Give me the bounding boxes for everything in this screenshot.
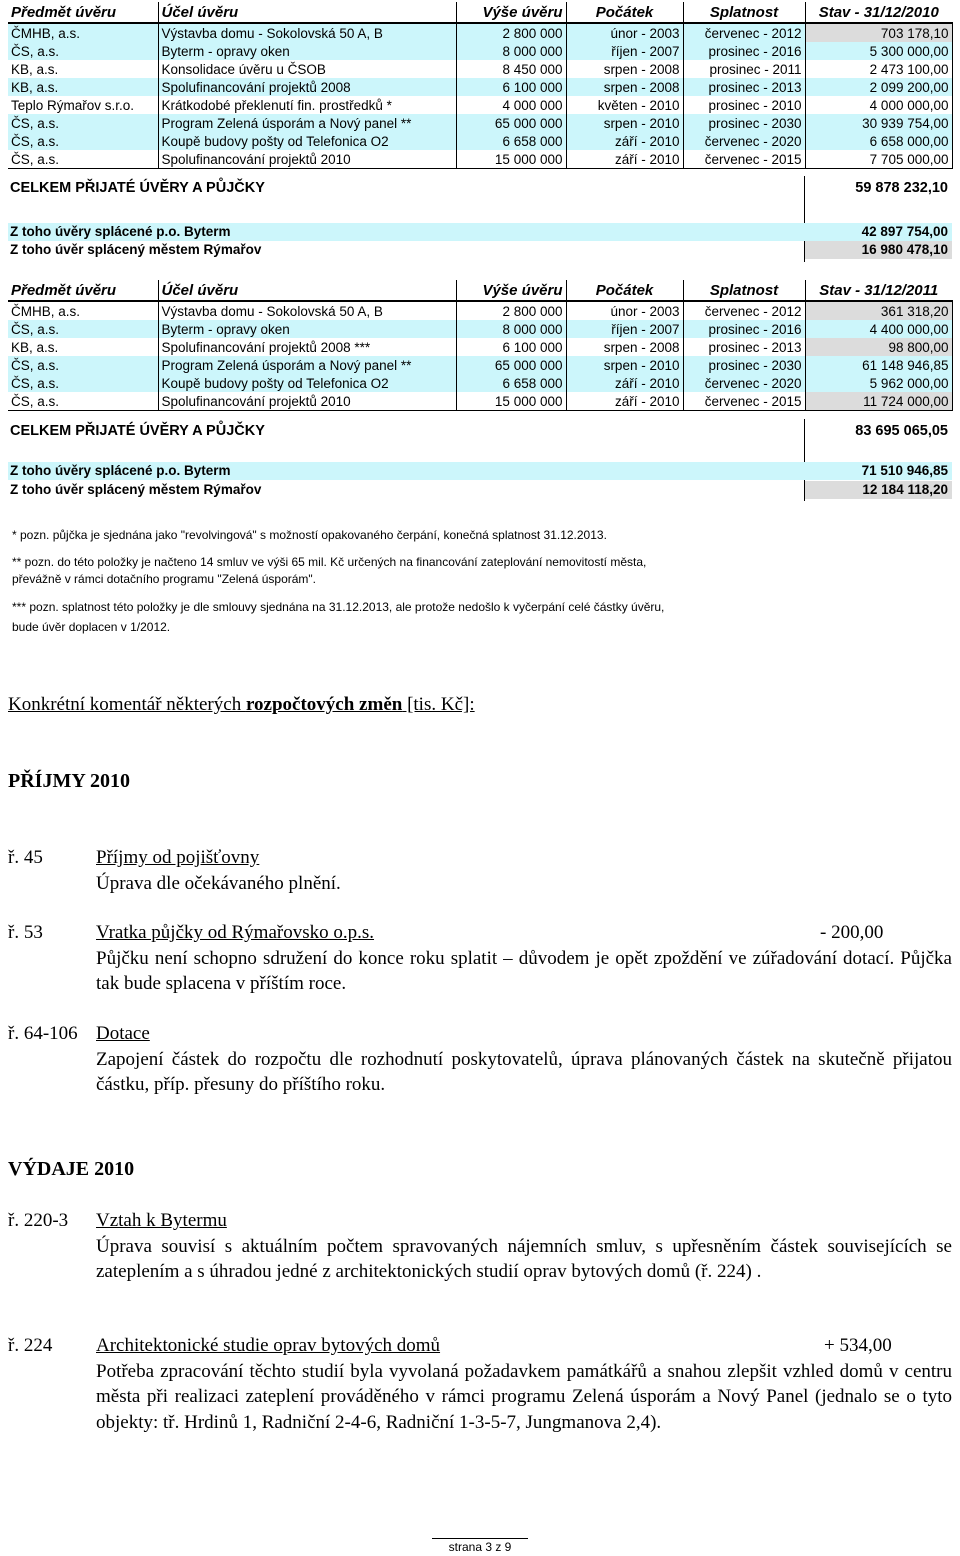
header-vyse: Výše úvěru [456,280,566,301]
cell-splatnost: prosinec - 2016 [683,320,805,338]
cell-pocatek: srpen - 2008 [566,60,683,78]
table-row [8,114,952,132]
cell-ucel: Koupě budovy pošty od Telefonica O2 [158,374,456,392]
cell-splatnost: prosinec - 2013 [683,78,805,96]
item-description: Potřeba zpracování těchto studií byla vyvolaná požadavkem památkářů a snahou zlepšit vzhled domů v centru města při realizaci zateplení prováděného v rámci programu Zelená úsporám a Nový Panel (jednalo se o tyto objekty: tř. Hrdinů 1, Radniční 2-4-6, Radniční 1-3-5-7, Jungmanova 2,4). [96,1360,952,1433]
cell-vyse: 4 000 000 [456,96,566,114]
cell-splatnost: prosinec - 2030 [683,114,805,132]
item-description: Zapojení částek do rozpočtu dle rozhodnutí poskytovatelů, úprava plánovaných částek na skutečně přijatou částku, příp. přesuny do příštího roku. [96,1048,952,1095]
total-value: 83 695 065,05 [855,423,948,439]
cell-splatnost: prosinec - 2010 [683,96,805,114]
cell-pocatek: září - 2010 [566,132,683,150]
item-number: ř. 220-3 [8,1210,69,1231]
table-row [8,301,952,320]
cell-vyse: 2 800 000 [456,23,566,42]
cell-vyse: 2 800 000 [456,301,566,320]
cell-stav: 4 000 000,00 [805,96,952,114]
cell-pocatek: říjen - 2007 [566,42,683,60]
cell-pocatek: září - 2010 [566,392,683,411]
cell-pocatek: srpen - 2010 [566,356,683,374]
total-label: CELKEM PŘIJATÉ ÚVĚRY A PŮJČKY [10,423,265,439]
subtotal-value: 16 980 478,10 [861,242,948,257]
cell-vyse: 8 000 000 [456,320,566,338]
note-2-cont: převážně v rámci dotačního programu "Zelená úsporám". [12,572,317,586]
cell-predmet: ČMHB, a.s. [8,301,158,320]
loans-table-2011 [8,280,953,411]
cell-pocatek: říjen - 2007 [566,320,683,338]
cell-ucel: Výstavba domu - Sokolovská 50 A, B [158,301,456,320]
cell-pocatek: srpen - 2008 [566,78,683,96]
item-description: Úprava souvisí s aktuálním počtem spravovaných nájemních smluv, s upřesněním částek souvisejících se zateplením a s úhradou jedné z architektonických studií oprav bytových domů (ř. 224) . [96,1235,952,1282]
table-row [8,132,952,150]
table-row [8,96,952,114]
cell-predmet: ČS, a.s. [8,320,158,338]
cell-stav: 5 300 000,00 [805,42,952,60]
note-3-cont: bude úvěr doplacen v 1/2012. [12,620,171,634]
subtotal-byterm-2011 [8,462,952,480]
item-description: Půjčku není schopno sdružení do konce roku splatit – důvodem je opět zpoždění ve zúřadování dotací. Půjčka tak bude splacena v příštím roce. [96,947,952,994]
header-stav: Stav - 31/12/2011 [805,280,952,301]
cell-stav: 61 148 946,85 [805,356,952,374]
header-splatnost: Splatnost [683,2,805,23]
subtotal-label: Z toho úvěr splácený městem Rýmařov [10,482,262,497]
cell-predmet: ČS, a.s. [8,150,158,169]
item-number: ř. 53 [8,922,43,943]
cell-pocatek: květen - 2010 [566,96,683,114]
cell-predmet: ČS, a.s. [8,114,158,132]
header-vyse: Výše úvěru [456,2,566,23]
cell-pocatek: srpen - 2008 [566,338,683,356]
header-predmet: Předmět úvěru [8,2,158,23]
cell-stav: 6 658 000,00 [805,132,952,150]
cell-predmet: ČMHB, a.s. [8,23,158,42]
note-2: ** pozn. do této položky je načteno 14 smluv ve výši 65 mil. Kč určených na financování zateplování nemovitostí města, [12,555,647,569]
header-ucel: Účel úvěru [158,2,456,23]
total-label: CELKEM PŘIJATÉ ÚVĚRY A PŮJČKY [10,180,265,196]
cell-vyse: 6 658 000 [456,132,566,150]
cell-ucel: Program Zelená úsporám a Nový panel ** [158,114,456,132]
table-row [8,42,952,60]
header-splatnost: Splatnost [683,280,805,301]
cell-vyse: 6 658 000 [456,374,566,392]
total-value: 59 878 232,10 [855,180,948,196]
cell-ucel: Spolufinancování projektů 2008 *** [158,338,456,356]
cell-stav: 703 178,10 [805,23,952,42]
cell-pocatek: září - 2010 [566,150,683,169]
comment-heading: Konkrétní komentář některých rozpočtových změn [tis. Kč]: [8,694,475,715]
cell-ucel: Byterm - opravy oken [158,320,456,338]
cell-splatnost: červenec - 2020 [683,374,805,392]
item-title: Vratka půjčky od Rýmařovsko o.p.s. [96,922,375,943]
subtotal-value: 12 184 118,20 [862,482,948,497]
subtotal-byterm-2010 [8,223,952,241]
cell-stav: 2 473 100,00 [805,60,952,78]
header-pocatek: Počátek [566,2,683,23]
cell-stav: 2 099 200,00 [805,78,952,96]
cell-splatnost: červenec - 2015 [683,392,805,411]
cell-pocatek: srpen - 2010 [566,114,683,132]
cell-predmet: Teplo Rýmařov s.r.o. [8,96,158,114]
header-stav: Stav - 31/12/2010 [805,2,952,23]
total-2011 [8,423,952,443]
cell-splatnost: prosinec - 2016 [683,42,805,60]
item-number: ř. 45 [8,847,43,868]
cell-stav: 5 962 000,00 [805,374,952,392]
item-number: ř. 64-106 [8,1023,78,1044]
cell-splatnost: červenec - 2020 [683,132,805,150]
cell-ucel: Spolufinancování projektů 2010 [158,392,456,411]
note-3: *** pozn. splatnost této položky je dle smlouvy sjednána na 31.12.2013, ale protože nedošlo k vyčerpání celé částky úvěru, [12,600,665,614]
table-row [8,23,952,42]
cell-stav: 4 400 000,00 [805,320,952,338]
cell-ucel: Spolufinancování projektů 2010 [158,150,456,169]
table-row [8,60,952,78]
header-predmet: Předmět úvěru [8,280,158,301]
cell-predmet: ČS, a.s. [8,356,158,374]
cell-splatnost: prosinec - 2013 [683,338,805,356]
cell-stav: 30 939 754,00 [805,114,952,132]
item-title: Dotace [96,1023,150,1044]
note-1: * pozn. půjčka je sjednána jako "revolvingová" s možností opakovaného čerpání, konečná splatnost 31.12.2013. [12,528,607,542]
cell-predmet: KB, a.s. [8,60,158,78]
header-pocatek: Počátek [566,280,683,301]
subtotal-label: Z toho úvěry splácené p.o. Byterm [10,463,231,478]
cell-splatnost: prosinec - 2030 [683,356,805,374]
subtotal-label: Z toho úvěry splácené p.o. Byterm [10,224,231,239]
item-description: Úprava dle očekávaného plnění. [96,872,341,894]
item-amount: - 200,00 [820,922,884,943]
cell-splatnost: červenec - 2015 [683,150,805,169]
cell-vyse: 65 000 000 [456,114,566,132]
table-row [8,392,952,411]
table-row [8,338,952,356]
cell-vyse: 15 000 000 [456,392,566,411]
cell-vyse: 6 100 000 [456,338,566,356]
cell-splatnost: červenec - 2012 [683,23,805,42]
header-ucel: Účel úvěru [158,280,456,301]
table-row [8,320,952,338]
subtotal-city-2010 [8,241,952,259]
subtotal-city-2011 [8,481,952,499]
cell-pocatek: únor - 2003 [566,301,683,320]
cell-predmet: KB, a.s. [8,338,158,356]
item-title: Architektonické studie oprav bytových domů [96,1335,441,1356]
cell-pocatek: únor - 2003 [566,23,683,42]
section-prijmy: PŘÍJMY 2010 [8,770,131,792]
loans-table-2010 [8,2,953,169]
cell-ucel: Spolufinancování projektů 2008 [158,78,456,96]
cell-predmet: ČS, a.s. [8,374,158,392]
cell-stav: 11 724 000,00 [805,392,952,411]
cell-ucel: Program Zelená úsporám a Nový panel ** [158,356,456,374]
footer-divider [432,1538,528,1539]
cell-stav: 7 705 000,00 [805,150,952,169]
cell-ucel: Výstavba domu - Sokolovská 50 A, B [158,23,456,42]
cell-vyse: 8 450 000 [456,60,566,78]
subtotal-value: 42 897 754,00 [861,224,948,239]
page-number: strana 3 z 9 [448,1540,512,1554]
item-amount: + 534,00 [824,1335,892,1356]
cell-predmet: ČS, a.s. [8,132,158,150]
cell-vyse: 65 000 000 [456,356,566,374]
cell-pocatek: září - 2010 [566,374,683,392]
cell-stav: 361 318,20 [805,301,952,320]
table-row [8,150,952,169]
table-row [8,356,952,374]
table-row [8,374,952,392]
subtotal-label: Z toho úvěr splácený městem Rýmařov [10,242,262,257]
item-title: Vztah k Bytermu [96,1210,227,1231]
item-number: ř. 224 [8,1335,53,1356]
cell-splatnost: červenec - 2012 [683,301,805,320]
cell-ucel: Byterm - opravy oken [158,42,456,60]
cell-stav: 98 800,00 [805,338,952,356]
item-title: Příjmy od pojišťovny [96,847,260,868]
cell-vyse: 6 100 000 [456,78,566,96]
cell-ucel: Koupě budovy pošty od Telefonica O2 [158,132,456,150]
cell-predmet: ČS, a.s. [8,42,158,60]
cell-predmet: ČS, a.s. [8,392,158,411]
cell-predmet: KB, a.s. [8,78,158,96]
cell-ucel: Krátkodobé překlenutí fin. prostředků * [158,96,456,114]
total-2010 [8,180,952,200]
table-row [8,78,952,96]
cell-ucel: Konsolidace úvěru u ČSOB [158,60,456,78]
cell-vyse: 15 000 000 [456,150,566,169]
section-vydaje: VÝDAJE 2010 [8,1158,135,1180]
cell-vyse: 8 000 000 [456,42,566,60]
subtotal-value: 71 510 946,85 [861,463,948,478]
cell-splatnost: prosinec - 2011 [683,60,805,78]
